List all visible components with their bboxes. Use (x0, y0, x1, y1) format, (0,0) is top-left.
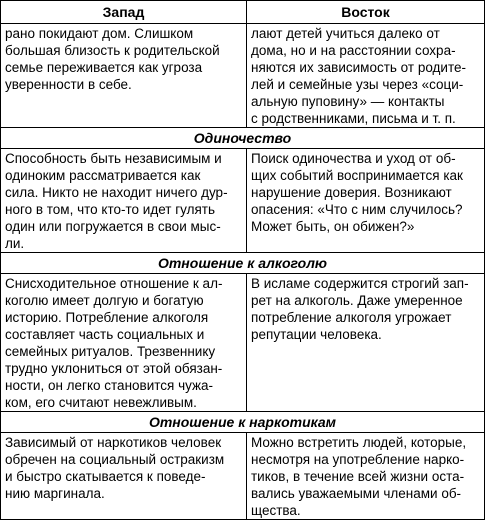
text-line: семейных ритуалов. Трезвеннику (5, 344, 216, 359)
east-cell (247, 274, 485, 412)
text-line: одиноким рассматривается как (5, 168, 201, 183)
text-line: лей и семейные узы через «соци- (251, 77, 464, 92)
text-line: ного в том, что кто-то идет гулять (5, 202, 215, 217)
section-title: Отношение к наркотикам (1, 412, 485, 433)
east-cell (247, 24, 485, 128)
table-body (1, 24, 485, 520)
text-line: вались уважаемыми членами об- (251, 486, 462, 501)
text-line: обречен на социальный остракизм (5, 452, 225, 467)
west-cell (1, 274, 247, 412)
table-header-row (1, 1, 485, 24)
text-line: большая близость к родительской (5, 43, 220, 58)
text-line: Можно встретить людей, которые, (251, 435, 467, 450)
text-line: рано покидают дом. Слишком (5, 26, 194, 41)
table-row (1, 24, 485, 128)
section-title: Одиночество (1, 128, 485, 149)
text-line: опасения: «Что с ним случилось? (251, 202, 463, 217)
text-line: Снисходительное отношение к ал- (5, 276, 223, 291)
section-row (1, 253, 485, 274)
east-cell (247, 433, 485, 520)
header-east: Восток (247, 1, 485, 24)
text-line: с родственниками, письма и т. п. (251, 111, 456, 126)
header-west: Запад (1, 1, 247, 24)
text-line: коголю имеет долгую и богатую (5, 293, 204, 308)
west-cell (1, 433, 247, 520)
text-line: альную пуповину» — контакты (251, 94, 445, 109)
text-line: нарушение доверия. Возникают (251, 185, 452, 200)
west-cell (1, 149, 247, 253)
text-line: нию маргинала. (5, 486, 105, 501)
text-line: Способность быть независимым и (5, 151, 222, 166)
text-line: несмотря на употребление нарко- (251, 452, 465, 467)
section-title: Отношение к алкоголю (1, 253, 485, 274)
text-line: уверенности в себе. (5, 77, 132, 92)
text-line: ли. (5, 236, 25, 251)
text-line: семье переживается как угроза (5, 60, 203, 75)
text-line: няются их зависимость от родите- (251, 60, 467, 75)
west-cell (1, 24, 247, 128)
text-line: и быстро скатывается к поведе- (5, 469, 206, 484)
section-row (1, 128, 485, 149)
text-line: ности, он легко становится чужа- (5, 378, 214, 393)
table-row (1, 149, 485, 253)
text-line: трудно уклониться от этой обязан- (5, 361, 223, 376)
text-line: В исламе содержится строгий зап- (251, 276, 469, 291)
table-row (1, 274, 485, 412)
text-line: рет на алкоголь. Даже умеренное (251, 293, 463, 308)
text-line: Зависимый от наркотиков человек (5, 435, 222, 450)
text-line: составляет часть социальных и (5, 327, 205, 342)
east-cell (247, 149, 485, 253)
text-line: сила. Никто не находит ничего дур- (5, 185, 228, 200)
section-row (1, 412, 485, 433)
text-line: репутации человека. (251, 327, 382, 342)
text-line: историю. Потребление алкоголя (5, 310, 209, 325)
text-line: лают детей учиться далеко от (251, 26, 440, 41)
text-line: Поиск одиночества и уход от об- (251, 151, 456, 166)
table-row (1, 433, 485, 520)
text-line: потребление алкоголя угрожает (251, 310, 452, 325)
text-line: дома, но и на расстоянии сохра- (251, 43, 456, 58)
text-line: один или погружается в свои мыс- (5, 219, 221, 234)
text-line: Может быть, он обижен?» (251, 219, 415, 234)
text-line: щих событий воспринимается как (251, 168, 463, 183)
text-line: ком, его считают невежливым. (5, 395, 197, 410)
text-line: тиков, в течение всей жизни оста- (251, 469, 465, 484)
text-line: щества. (251, 503, 301, 518)
